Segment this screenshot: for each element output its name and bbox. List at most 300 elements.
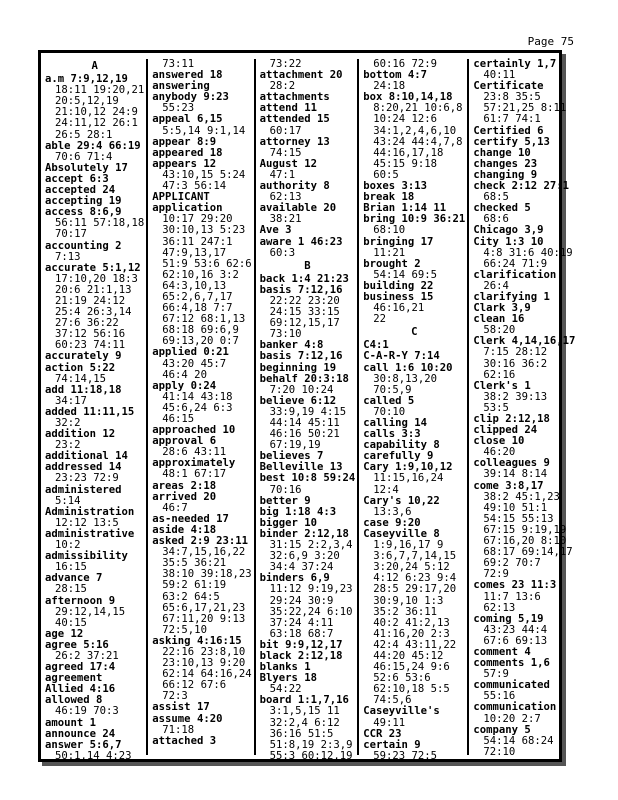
index-subline: 21:10,12 24:9 <box>55 106 138 119</box>
index-subline: 3:20,24 5:12 <box>373 561 450 574</box>
index-subline: 30:9,10 1:3 <box>373 594 444 607</box>
index-term: coming 5,19 <box>473 612 544 625</box>
index-subline: 46:15,24 9:6 <box>373 661 450 674</box>
index-subline: 60:16 72:9 <box>373 58 438 70</box>
index-subline: 73:22 <box>269 58 302 70</box>
index-term: call 1:6 10:20 <box>363 361 453 374</box>
index-term: blanks 1 <box>259 661 311 674</box>
index-term: basis 7:12,16 <box>259 283 343 296</box>
index-term: Clerk's 1 <box>473 379 531 392</box>
index-subline: 35:5 36:21 <box>162 557 227 570</box>
index-term: C-A-R-Y 7:14 <box>363 350 440 363</box>
index-term: asking 4:16:15 <box>152 634 242 647</box>
index-subline: 62:16 <box>483 368 516 381</box>
index-term: August 12 <box>259 157 317 170</box>
index-subline: 11:15,16,24 <box>373 472 444 485</box>
index-term: answering <box>152 80 210 93</box>
index-term: board 1:1,7,16 <box>259 694 349 707</box>
index-subline: 41:16,20 2:3 <box>373 627 450 640</box>
index-term: believes 7 <box>259 450 324 463</box>
index-subline: 31:15 2:2,3,4 <box>269 539 353 552</box>
index-subline: 59:2 61:19 <box>162 579 227 592</box>
index-term: Administration <box>45 505 135 518</box>
index-subline: 62:13 <box>269 191 302 204</box>
index-subline: 65:6,17,21,23 <box>162 601 246 614</box>
index-column-2 <box>146 59 253 755</box>
index-term: checked 5 <box>473 202 531 215</box>
index-term: changes 23 <box>473 157 538 170</box>
index-subline: 74:5,6 <box>373 694 412 707</box>
index-subline: 39:14 8:14 <box>483 468 548 481</box>
index-subline: 33:9,19 4:15 <box>269 405 347 418</box>
index-term: binders 6,9 <box>259 572 330 585</box>
index-term: Certificate <box>473 80 544 93</box>
index-term: certainly 1,7 <box>473 58 557 70</box>
index-term: Cary 1:9,10,12 <box>363 461 453 474</box>
index-subline: 7:15 28:12 <box>483 346 548 359</box>
index-subline: 46:20 <box>483 446 516 459</box>
index-term: comes 23 11:3 <box>473 579 557 592</box>
index-subline: 66:24 71:9 <box>483 257 548 270</box>
index-subline: 42:4 43:11,22 <box>373 638 457 651</box>
index-term: Cary's 10,22 <box>363 494 440 507</box>
index-term: age 12 <box>45 627 84 640</box>
index-term: bottom 4:7 <box>363 69 428 82</box>
index-subline: 30:8,13,20 <box>373 372 438 385</box>
index-subline: 68:17 69:14,17 <box>483 546 573 559</box>
index-term: accepting 19 <box>45 195 122 208</box>
index-term: able 29:4 66:19 <box>45 139 141 152</box>
index-term: behalf 20:3:18 <box>259 372 349 385</box>
index-term: application <box>152 202 223 215</box>
index-subline: 26:4 <box>483 279 509 292</box>
index-term: come 3:8,17 <box>473 479 544 492</box>
index-term: a.m 7:9,12,19 <box>45 73 128 86</box>
index-subline: 20:5,12,19 <box>55 95 119 108</box>
index-subline: 73:11 <box>162 58 195 70</box>
index-term: best 10:8 59:24 <box>259 472 356 485</box>
index-term: clarifying 1 <box>473 290 550 303</box>
index-term: Chicago 3,9 <box>473 224 544 237</box>
index-term: Caseyville's <box>363 705 440 718</box>
index-subline: 38:2 39:13 <box>483 390 548 403</box>
index-subline: 55:3 60:12,19 <box>269 749 353 762</box>
index-subline: 63:18 68:7 <box>269 627 334 640</box>
index-term: answered 18 <box>152 69 223 82</box>
index-subline: 52:6 53:6 <box>373 672 431 685</box>
index-term: aside 4:18 <box>152 523 217 536</box>
index-term: add 11:18,18 <box>45 383 122 396</box>
index-term: communicated <box>473 679 550 692</box>
index-subline: 28:15 <box>55 583 87 596</box>
index-subline: 36:16 51:5 <box>269 727 334 740</box>
index-subline: 24:11,12 26:1 <box>55 117 138 130</box>
index-term: amount 1 <box>45 716 97 729</box>
index-subline: 44:20 45:12 <box>373 649 444 662</box>
index-term: accurately 9 <box>45 350 122 363</box>
index-term: comments 1,6 <box>473 657 550 670</box>
index-term: assume 4:20 <box>152 712 223 725</box>
index-subline: 43:24 44:4,7,8 <box>373 135 463 148</box>
index-subline: 12:4 <box>373 483 399 496</box>
index-subline: 71:18 <box>162 723 195 736</box>
index-term: close 10 <box>473 435 525 448</box>
index-subline: 51:8,19 2:3,9 <box>269 738 353 751</box>
index-subline: 11:12 9:19,23 <box>269 583 353 596</box>
index-subline: 70:5,9 <box>373 383 412 396</box>
index-term: attended 15 <box>259 113 330 126</box>
index-columns <box>41 58 576 762</box>
index-subline: 11:7 13:6 <box>483 590 541 603</box>
index-subline: 56:11 57:18,18 <box>55 217 145 230</box>
index-subline: 8:20,21 10:6,8 <box>373 102 463 115</box>
index-column-1 <box>41 59 146 762</box>
index-term: calling 14 <box>363 417 428 429</box>
index-subline: 29:12,14,15 <box>55 605 126 618</box>
index-term: apply 0:24 <box>152 379 217 392</box>
index-subline: 55:23 <box>162 102 195 115</box>
index-subline: 48:1 67:17 <box>162 468 227 481</box>
index-term: assist 17 <box>152 701 210 714</box>
index-term: appears 12 <box>152 157 217 170</box>
index-subline: 16:15 <box>55 561 87 574</box>
index-term: added 11:11,15 <box>45 405 135 418</box>
index-subline: 57:9 <box>483 668 509 681</box>
index-subline: 11:21 <box>373 246 406 259</box>
index-term: binder 2:12,18 <box>259 527 349 540</box>
index-subline: 5:14 <box>55 494 81 507</box>
index-subline: 54:14 68:24 <box>483 734 554 747</box>
index-subline: 28:6 43:11 <box>162 446 227 459</box>
index-subline: 67:16,20 8:10 <box>483 535 567 548</box>
index-subline: 40:2 41:2,13 <box>373 616 450 629</box>
index-subline: 38:21 <box>269 213 302 226</box>
index-term: CCR 23 <box>363 727 402 740</box>
index-term: capability 8 <box>363 439 440 452</box>
index-subline: 61:7 74:1 <box>483 113 541 126</box>
index-subline: 25:4 26:3,14 <box>55 306 132 319</box>
index-subline: 67:12 68:1,13 <box>162 313 246 326</box>
index-column-4 <box>357 58 467 762</box>
index-subline: 57:21,25 8:11 <box>483 102 567 115</box>
index-subline: 66:4,18 7:7 <box>162 302 233 315</box>
index-subline: 34:17 <box>55 394 87 407</box>
index-term: accounting 2 <box>45 239 122 252</box>
index-subline: 37:24 4:11 <box>269 616 334 629</box>
index-term: accepted 24 <box>45 184 116 197</box>
index-subline: 22:16 23:8,10 <box>162 645 246 658</box>
index-subline: 38:2 45:1,23 <box>483 490 560 503</box>
index-subline: 63:2 64:5 <box>162 590 220 603</box>
index-subline: 67:11,20 9:13 <box>162 612 246 625</box>
index-subline: 24:18 <box>373 80 406 93</box>
index-subline: 3:6,7,7,14,15 <box>373 550 457 563</box>
index-subline: 68:10 <box>373 224 406 237</box>
index-subline: 30:16 36:2 <box>483 357 548 370</box>
index-term: as-needed 17 <box>152 512 229 525</box>
index-term: agreed 17:4 <box>45 661 116 674</box>
index-subline: 67:6 69:13 <box>483 634 548 647</box>
index-term: administered <box>45 483 122 496</box>
index-subline: 68:5 <box>483 191 509 204</box>
index-subline: 43:10,15 5:24 <box>162 168 246 181</box>
index-term: colleagues 9 <box>473 457 550 470</box>
index-subline: 35:2 36:11 <box>373 605 438 618</box>
index-subline: 47:3 56:14 <box>162 180 227 193</box>
index-subline: 62:10,16 3:2 <box>162 268 239 281</box>
index-subline: 4:8 31:6 40:19 <box>483 246 573 259</box>
index-subline: 10:2 <box>55 539 81 552</box>
index-subline: 5:5,14 9:1,14 <box>162 124 246 137</box>
index-term: advance 7 <box>45 572 103 585</box>
index-term: attachment 20 <box>259 69 343 82</box>
index-subline: 46:4 20 <box>162 368 207 381</box>
index-subline: 10:24 12:6 <box>373 113 438 126</box>
index-term: back 1:4 21:23 <box>259 272 349 285</box>
index-subline: 53:5 <box>483 401 509 414</box>
index-term: carefully 9 <box>363 450 434 463</box>
index-subline: 44:16,17,18 <box>373 146 444 159</box>
index-subline: 1:9,16,17 9 <box>373 539 444 552</box>
index-term: case 9:20 <box>363 516 421 529</box>
index-subline: 73:10 <box>269 328 302 341</box>
index-subline: 46:15 <box>162 413 195 425</box>
index-subline: 67:15 9:19,19 <box>483 523 567 536</box>
index-subline: 47:9,13,17 <box>162 246 227 259</box>
index-term: applied 0:21 <box>152 346 229 359</box>
page-number: Page 75 <box>527 35 574 48</box>
index-term: boxes 3:13 <box>363 180 428 193</box>
section-letter: B <box>304 259 311 272</box>
index-subline: 54:15 55:13 <box>483 512 554 525</box>
index-subline: 24:15 33:15 <box>269 306 340 319</box>
index-subline: 13:3,6 <box>373 505 412 518</box>
index-term: box 8:10,14,18 <box>363 91 453 104</box>
index-term: agree 5:16 <box>45 638 109 651</box>
index-subline: 46:7 <box>162 501 188 514</box>
index-subline: 72:10 <box>483 745 516 758</box>
index-term: appeal 6,15 <box>152 113 223 126</box>
index-subline: 38:10 39:18,23 <box>162 568 252 581</box>
index-subline: 62:10,18 5:5 <box>373 683 450 696</box>
index-subline: 68:6 <box>483 213 509 226</box>
index-subline: 36:11 247:1 <box>162 235 233 248</box>
index-subline: 40:15 <box>55 616 87 629</box>
index-subline: 27:6 36:22 <box>55 317 119 330</box>
index-term: arrived 20 <box>152 490 217 503</box>
index-subline: 28:2 <box>269 80 296 93</box>
index-term: Clark 3,9 <box>473 302 531 315</box>
index-subline: 54:14 69:5 <box>373 268 438 281</box>
index-term: believe 6:12 <box>259 394 337 407</box>
index-subline: 7:20 10:24 <box>269 383 334 396</box>
index-term: Brian 1:14 11 <box>363 202 447 215</box>
index-subline: 60:17 <box>269 124 302 137</box>
index-subline: 4:12 6:23 9:4 <box>373 572 457 585</box>
index-subline: 29:24 30:9 <box>269 594 334 607</box>
index-term: afternoon 9 <box>45 594 116 607</box>
index-subline: 40:11 <box>483 69 516 82</box>
index-term: answer 5:6,7 <box>45 738 122 751</box>
index-term: administrative <box>45 527 135 540</box>
index-term: bring 10:9 36:21 <box>363 213 466 226</box>
index-subline: 7:13 <box>55 250 81 263</box>
index-term: company 5 <box>473 723 531 736</box>
index-subline: 10:20 2:7 <box>483 712 541 725</box>
index-term: big 1:18 4:3 <box>259 505 337 518</box>
index-subline: 37:12 56:16 <box>55 328 126 341</box>
index-term: action 5:22 <box>45 361 116 374</box>
index-subline: 46:16 50:21 <box>269 428 340 441</box>
index-term: check 2:12 27:1 <box>473 180 569 193</box>
index-term: bigger 10 <box>259 516 317 529</box>
index-term: Caseyville 8 <box>363 527 440 540</box>
index-term: admissibility <box>45 550 128 563</box>
index-subline: 32:2 <box>55 417 81 429</box>
index-term: addition 12 <box>45 428 116 441</box>
index-subline: 69:12,15,17 <box>269 317 340 330</box>
index-subline: 34:4 37:24 <box>269 561 334 574</box>
index-subline: 70:10 <box>373 405 406 418</box>
index-subline: 58:20 <box>483 324 516 337</box>
index-term: Allied 4:16 <box>45 683 116 696</box>
index-term: changing 9 <box>473 168 538 181</box>
index-term: beginning 19 <box>259 361 337 374</box>
index-term: business 15 <box>363 290 434 303</box>
index-subline: 68:18 69:6,9 <box>162 324 239 337</box>
index-term: available 20 <box>259 202 337 215</box>
index-subline: 17:10,20 18:3 <box>55 272 138 285</box>
index-subline: 46:19 70:3 <box>55 705 119 718</box>
index-term: attorney 13 <box>259 135 330 148</box>
index-term: anybody 9:23 <box>152 91 229 104</box>
index-subline: 3:1,5,15 11 <box>269 705 340 718</box>
index-term: break 18 <box>363 191 415 204</box>
index-subline: 54:22 <box>269 683 302 696</box>
index-subline: 22:22 23:20 <box>269 294 340 307</box>
index-subline: 28:5 29:17,20 <box>373 583 457 596</box>
index-subline: 50:1,14 4:23 <box>55 749 132 762</box>
section-letter: C <box>411 326 418 339</box>
index-term: aware 1 46:23 <box>259 235 343 248</box>
index-term: clarification <box>473 268 557 281</box>
index-term: announce 24 <box>45 727 116 740</box>
index-term: brought 2 <box>363 257 421 270</box>
index-subline: 49:11 <box>373 716 406 729</box>
index-subline: 62:13 <box>483 601 516 614</box>
index-subline: 12:12 13:5 <box>55 516 119 529</box>
index-subline: 23:2 <box>55 439 81 452</box>
index-frame <box>38 50 576 762</box>
index-term: attachments <box>259 91 330 104</box>
index-subline: 21:19 24:12 <box>55 294 126 307</box>
index-term: approximately <box>152 457 236 470</box>
index-term: basis 7:12,16 <box>259 350 343 363</box>
index-subline: 70:16 <box>269 483 302 496</box>
index-term: black 2:12,18 <box>259 649 343 662</box>
index-subline: 74:14,15 <box>55 372 107 385</box>
index-subline: 60:5 <box>373 168 399 181</box>
index-term: C4:1 <box>363 339 389 352</box>
index-column-5 <box>467 58 577 758</box>
index-subline: 22 <box>373 313 387 326</box>
index-term: Ave 3 <box>259 224 292 237</box>
index-term: accurate 5:1,12 <box>45 261 141 274</box>
index-subline: 32:2,4 6:12 <box>269 716 340 729</box>
index-subline: 51:9 53:6 62:6 <box>162 257 252 270</box>
index-term: authority 8 <box>259 180 330 193</box>
index-subline: 20:6 21:1,13 <box>55 283 132 296</box>
index-term: building 22 <box>363 279 434 292</box>
index-subline: 32:6,9 3:20 <box>269 550 340 563</box>
index-subline: 59:23 72:5 <box>373 749 438 762</box>
index-term: comment 4 <box>473 645 531 658</box>
index-subline: 72:9 <box>483 568 509 581</box>
index-term: City 1:3 10 <box>473 235 544 248</box>
index-subline: 23:23 72:9 <box>55 472 119 485</box>
index-column-3 <box>254 58 358 762</box>
index-subline: 60:23 74:11 <box>55 339 126 352</box>
index-subline: 45:15 9:18 <box>373 157 438 170</box>
index-term: certify 5,13 <box>473 135 550 148</box>
index-term: appeared 18 <box>152 146 223 159</box>
index-subline: 41:14 43:18 <box>162 390 233 403</box>
index-term: clipped 24 <box>473 424 538 437</box>
index-term: communication <box>473 701 557 714</box>
index-subline: 18:11 19:20,21 <box>55 84 145 97</box>
index-subline: 64:3,10,13 <box>162 279 227 292</box>
index-subline: 43:20 45:7 <box>162 357 227 370</box>
index-subline: 69:13,20 0:7 <box>162 335 239 348</box>
index-subline: 72:3 <box>162 690 188 703</box>
index-term: areas 2:18 <box>152 479 217 492</box>
index-term: approval 6 <box>152 435 217 448</box>
index-term: agreement <box>45 672 103 685</box>
index-term: Clerk 4,14,16,17 <box>473 335 576 348</box>
index-term: addressed 14 <box>45 461 122 474</box>
index-term: access 8:6,9 <box>45 206 122 219</box>
index-term: attend 11 <box>259 102 317 115</box>
index-subline: 65:2,6,7,17 <box>162 290 233 303</box>
index-subline: 69:2 70:7 <box>483 557 541 570</box>
index-subline: 34:1,2,4,6,10 <box>373 124 457 137</box>
index-subline: 70:6 71:4 <box>55 150 113 163</box>
index-subline: 26:2 37:21 <box>55 649 119 662</box>
index-subline: 49:10 51:1 <box>483 501 548 514</box>
index-subline: 47:1 <box>269 168 296 181</box>
index-term: Belleville 13 <box>259 461 343 474</box>
index-subline: 74:15 <box>269 146 302 159</box>
index-term: called 5 <box>363 394 415 407</box>
index-term: clean 16 <box>473 313 525 326</box>
index-term: APPLICANT <box>152 191 210 204</box>
index-subline: 26:5 28:1 <box>55 128 113 141</box>
index-subline: 60:3 <box>269 246 296 259</box>
index-subline: 45:6,24 6:3 <box>162 401 233 414</box>
index-term: accept 6:3 <box>45 172 109 185</box>
index-term: clip 2:12,18 <box>473 413 550 425</box>
index-subline: 67:19,19 <box>269 439 321 452</box>
index-subline: 34:7,15,16,22 <box>162 546 246 559</box>
section-letter: A <box>91 60 98 72</box>
index-subline: 30:10,13 5:23 <box>162 224 246 237</box>
index-term: better 9 <box>259 494 311 507</box>
index-term: bringing 17 <box>363 235 434 248</box>
index-term: certain 9 <box>363 738 421 751</box>
index-term: Certified 6 <box>473 124 544 137</box>
index-term: asked 2:9 23:11 <box>152 535 248 548</box>
index-subline: 43:23 44:4 <box>483 623 548 636</box>
